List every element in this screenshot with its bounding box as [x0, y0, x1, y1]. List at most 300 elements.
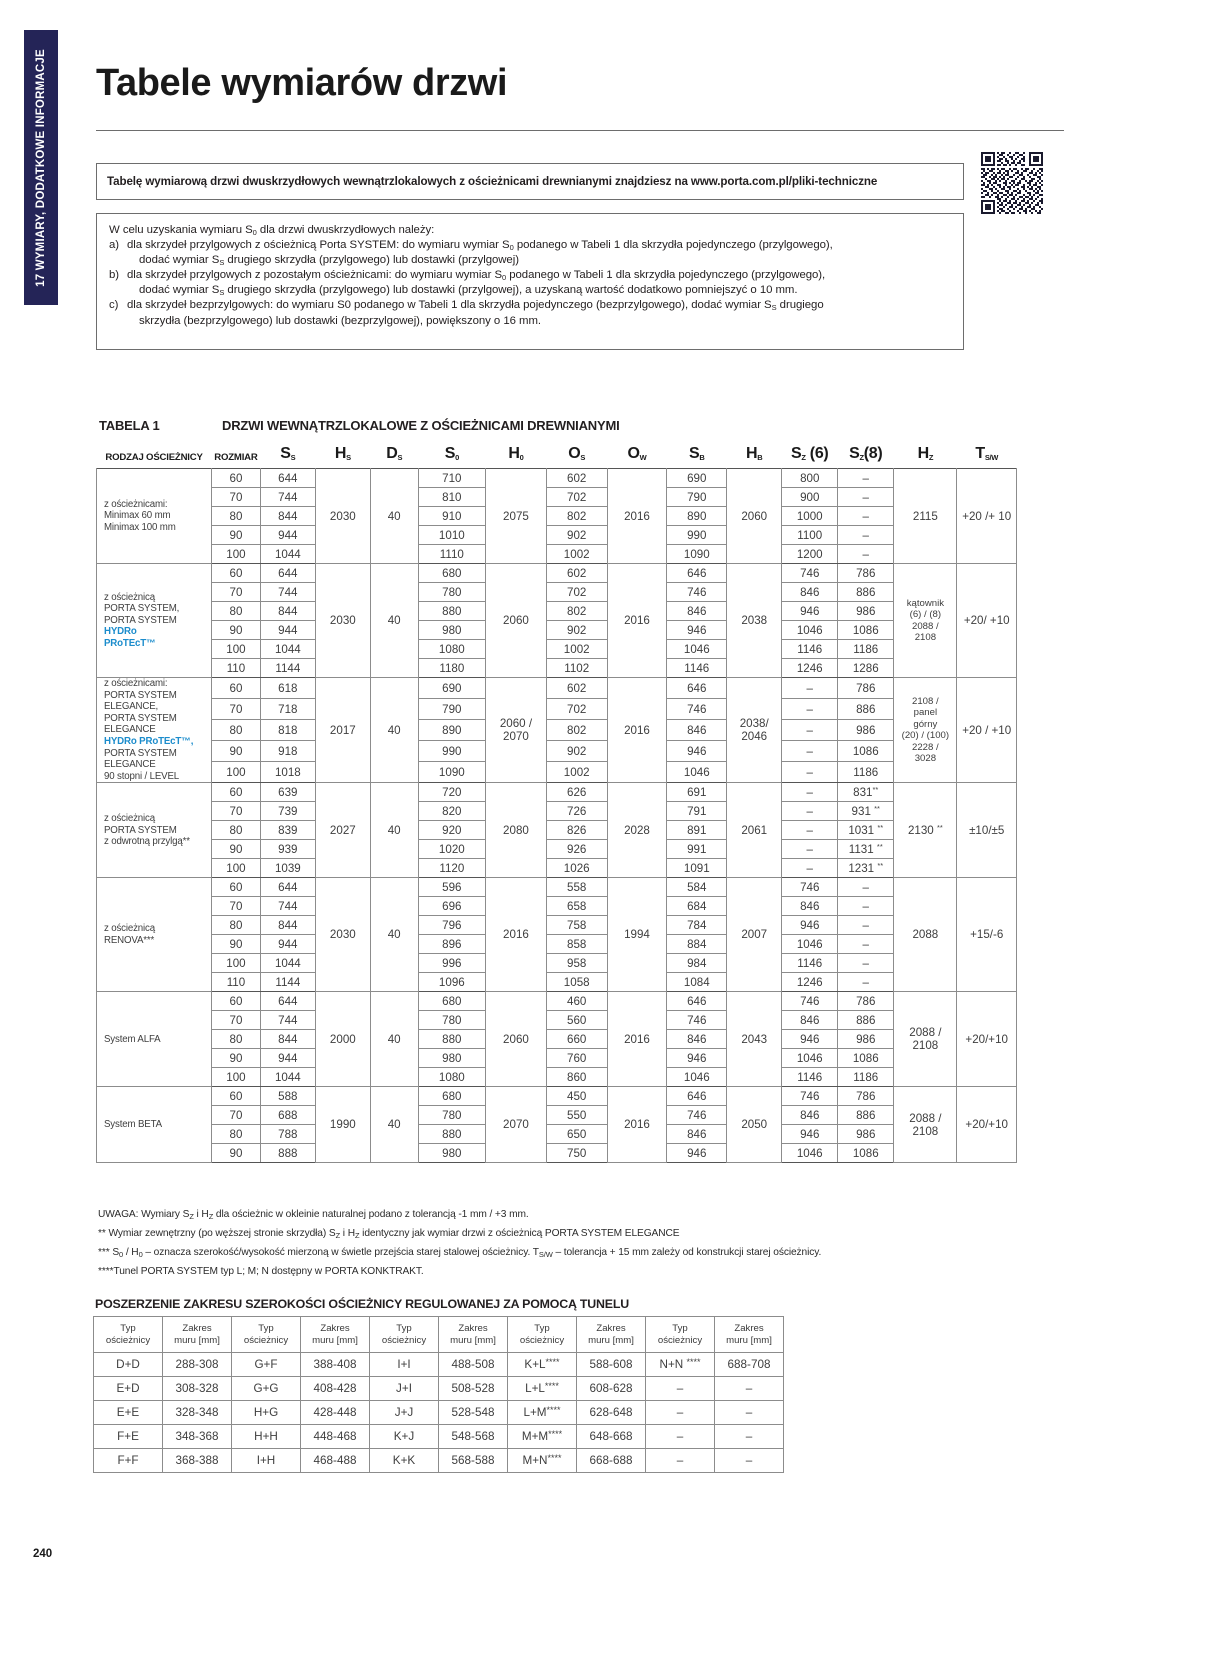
sb-cell: 646	[667, 992, 727, 1011]
h0-cell: 2075	[486, 469, 547, 564]
sz6-cell: –	[782, 783, 838, 802]
sz6-cell: 846	[782, 1011, 838, 1030]
ow-cell: 2016	[607, 1087, 667, 1163]
rozmiar-cell: 70	[212, 488, 261, 507]
rozmiar-cell: 110	[212, 659, 261, 678]
sz6-cell: –	[782, 802, 838, 821]
sb-cell: 746	[667, 1011, 727, 1030]
rozmiar-cell: 70	[212, 699, 261, 720]
ss-cell: 1044	[260, 545, 315, 564]
sz6-cell: –	[782, 699, 838, 720]
sz8-cell: 1086	[838, 621, 894, 640]
page-title: Tabele wymiarów drzwi	[96, 62, 508, 104]
sz8-cell: 1086	[838, 741, 894, 762]
sb-cell: 946	[667, 621, 727, 640]
table-row	[97, 583, 1017, 602]
table-row	[97, 840, 1017, 859]
rozmiar-cell: 80	[212, 916, 261, 935]
table2-cell: M+N****	[508, 1449, 577, 1473]
table-row	[97, 699, 1017, 720]
rozmiar-cell: 90	[212, 741, 261, 762]
table-row	[97, 1049, 1017, 1068]
table-row	[97, 992, 1017, 1011]
footnote-1: ** Wymiar zewnętrzny (po węższej stronie skrzydła) $S_Z$ i $H_Z$ identyczny jak wymiar drzwi z ościeżnicą PORTA SYSTEM ELEGANCE	[98, 1228, 680, 1240]
s0-cell: 890	[418, 720, 486, 741]
table-row	[97, 488, 1017, 507]
s0-cell: 980	[418, 1144, 486, 1163]
instruction-item-0-line2: dodać wymiar $S_S$ drugiego skrzydła (przylgowego) lub dostawki (przylgowej)	[139, 254, 519, 268]
table-row	[97, 507, 1017, 526]
os-cell: 726	[546, 802, 607, 821]
sz8-cell: –	[838, 897, 894, 916]
rozmiar-cell: 80	[212, 1030, 261, 1049]
sz6-cell: 1100	[782, 526, 838, 545]
ss-cell: 844	[260, 916, 315, 935]
ss-cell: 1144	[260, 973, 315, 992]
hs-cell: 2030	[315, 469, 370, 564]
sb-cell: 1046	[667, 640, 727, 659]
table2-cell: 548-568	[439, 1425, 508, 1449]
ss-cell: 918	[260, 741, 315, 762]
sb-cell: 690	[667, 469, 727, 488]
s0-cell: 796	[418, 916, 486, 935]
hs-cell: 2000	[315, 992, 370, 1087]
hz-cell: 2115	[894, 469, 957, 564]
os-cell: 626	[546, 783, 607, 802]
sz8-cell: –	[838, 526, 894, 545]
tsw-cell: ±10/±5	[957, 783, 1017, 878]
h0-cell: 2060 / 2070	[486, 678, 547, 783]
table2-cell: F+F	[94, 1449, 163, 1473]
sz8-cell: 831**	[838, 783, 894, 802]
os-cell: 1002	[546, 640, 607, 659]
hz-cell: 2088	[894, 878, 957, 992]
sb-cell: 946	[667, 741, 727, 762]
s0-cell: 780	[418, 1106, 486, 1125]
footnote-3: ****Tunel PORTA SYSTEM typ L; M; N dostępny w PORTA KONKTRAKT.	[98, 1266, 424, 1277]
rozmiar-cell: 70	[212, 1106, 261, 1125]
sz8-cell: 1186	[838, 762, 894, 783]
s0-cell: 596	[418, 878, 486, 897]
rozmiar-cell: 110	[212, 973, 261, 992]
sz8-cell: 986	[838, 1030, 894, 1049]
table1-footnotes	[98, 1205, 998, 1281]
table-row	[97, 1087, 1017, 1106]
rozmiar-cell: 70	[212, 583, 261, 602]
sb-cell: 746	[667, 1106, 727, 1125]
ow-cell: 1994	[607, 878, 667, 992]
sb-cell: 1091	[667, 859, 727, 878]
table2-cell: –	[715, 1425, 784, 1449]
os-cell: 602	[546, 678, 607, 699]
table1-col-header-3: $H_S$	[334, 445, 351, 462]
hb-cell: 2007	[727, 878, 782, 992]
table1-body	[97, 469, 1017, 1163]
sz8-cell: 1186	[838, 640, 894, 659]
table-row	[94, 1401, 784, 1425]
s0-cell: 990	[418, 741, 486, 762]
sb-cell: 1090	[667, 545, 727, 564]
table2-body	[94, 1353, 784, 1473]
table-row	[97, 916, 1017, 935]
ss-cell: 644	[260, 878, 315, 897]
footnote-0: UWAGA: Wymiary $S_Z$ i $H_Z$ dla ościeżnic w okleinie naturalnej podano z tolerancją -1 mm / +3 mm.	[98, 1209, 529, 1221]
table2-cell: D+D	[94, 1353, 163, 1377]
table2-cell: E+D	[94, 1377, 163, 1401]
table2-col-header-6: Typ ościeżnicy	[508, 1317, 577, 1353]
s0-cell: 880	[418, 1030, 486, 1049]
ss-cell: 944	[260, 1049, 315, 1068]
os-cell: 926	[546, 840, 607, 859]
sz6-cell: 746	[782, 564, 838, 583]
s0-cell: 780	[418, 1011, 486, 1030]
ow-cell: 2016	[607, 678, 667, 783]
sb-cell: 791	[667, 802, 727, 821]
rozmiar-cell: 80	[212, 1125, 261, 1144]
table2-cell: N+N ****	[646, 1353, 715, 1377]
sb-cell: 846	[667, 720, 727, 741]
sb-cell: 784	[667, 916, 727, 935]
rozmiar-cell: 80	[212, 720, 261, 741]
os-cell: 1002	[546, 762, 607, 783]
table2-cell: 388-408	[301, 1353, 370, 1377]
sz6-cell: 1046	[782, 621, 838, 640]
table2-cell: 368-388	[163, 1449, 232, 1473]
ss-cell: 788	[260, 1125, 315, 1144]
sb-cell: 746	[667, 699, 727, 720]
sz6-cell: 900	[782, 488, 838, 507]
sz6-cell: –	[782, 840, 838, 859]
sz8-cell: –	[838, 935, 894, 954]
sb-cell: 1146	[667, 659, 727, 678]
table-row	[97, 897, 1017, 916]
table2-cell: 348-368	[163, 1425, 232, 1449]
table-row	[97, 678, 1017, 699]
sb-cell: 846	[667, 1030, 727, 1049]
sz8-cell: 786	[838, 564, 894, 583]
table2-cell: J+J	[370, 1401, 439, 1425]
ss-cell: 644	[260, 564, 315, 583]
sz6-cell: –	[782, 678, 838, 699]
os-cell: 802	[546, 720, 607, 741]
sz8-cell: –	[838, 954, 894, 973]
table-row	[97, 859, 1017, 878]
s0-cell: 780	[418, 583, 486, 602]
ss-cell: 744	[260, 488, 315, 507]
table-row	[97, 526, 1017, 545]
table2-col-header-4: Typ ościeżnicy	[370, 1317, 439, 1353]
table1-col-header-1: ROZMIAR	[214, 452, 258, 463]
ss-cell: 844	[260, 602, 315, 621]
ss-cell: 844	[260, 1030, 315, 1049]
table2-cell: 528-548	[439, 1401, 508, 1425]
sb-cell: 884	[667, 935, 727, 954]
os-cell: 902	[546, 621, 607, 640]
ss-cell: 944	[260, 621, 315, 640]
frame-type-alfa: System ALFA	[97, 992, 212, 1087]
table2-cell: 428-448	[301, 1401, 370, 1425]
sz8-cell: 931 **	[838, 802, 894, 821]
rozmiar-cell: 70	[212, 1011, 261, 1030]
s0-cell: 980	[418, 1049, 486, 1068]
table2-cell: –	[646, 1401, 715, 1425]
sz8-cell: –	[838, 545, 894, 564]
os-cell: 558	[546, 878, 607, 897]
os-cell: 460	[546, 992, 607, 1011]
table2-col-header-8: Typ ościeżnicy	[646, 1317, 715, 1353]
sb-cell: 1046	[667, 762, 727, 783]
door-dimensions-table	[96, 445, 1017, 1163]
table-row	[97, 762, 1017, 783]
rozmiar-cell: 100	[212, 954, 261, 973]
s0-cell: 896	[418, 935, 486, 954]
rozmiar-cell: 100	[212, 545, 261, 564]
sz6-cell: –	[782, 762, 838, 783]
ow-cell: 2016	[607, 469, 667, 564]
sz8-cell: –	[838, 507, 894, 526]
tsw-cell: +20 / +10	[957, 678, 1017, 783]
table2-cell: 668-688	[577, 1449, 646, 1473]
table2-col-header-0: Typ ościeżnicy	[94, 1317, 163, 1353]
table-row	[97, 1030, 1017, 1049]
os-cell: 826	[546, 821, 607, 840]
rozmiar-cell: 90	[212, 935, 261, 954]
ss-cell: 944	[260, 526, 315, 545]
table2-col-header-9: Zakres muru [mm]	[715, 1317, 784, 1353]
table-row	[97, 720, 1017, 741]
s0-cell: 1080	[418, 1068, 486, 1087]
sb-cell: 846	[667, 602, 727, 621]
hz-cell: kątownik (6) / (8) 2088 / 2108	[894, 564, 957, 678]
os-cell: 660	[546, 1030, 607, 1049]
sz6-cell: 946	[782, 1125, 838, 1144]
sz8-cell: 1186	[838, 1068, 894, 1087]
h0-cell: 2060	[486, 992, 547, 1087]
table1-col-header-6: $H_0$	[508, 445, 524, 462]
table-row	[97, 564, 1017, 583]
instructions-intro: W celu uzyskania wymiaru $S_0$ dla drzwi dwuskrzydłowych należy:	[109, 224, 435, 237]
s0-cell: 790	[418, 699, 486, 720]
ss-cell: 744	[260, 583, 315, 602]
ds-cell: 40	[370, 783, 418, 878]
tsw-cell: +20/ +10	[957, 564, 1017, 678]
os-cell: 858	[546, 935, 607, 954]
sz8-cell: 1131 **	[838, 840, 894, 859]
table2-cell: 648-668	[577, 1425, 646, 1449]
table-row	[97, 741, 1017, 762]
table2-cell: –	[646, 1449, 715, 1473]
s0-cell: 680	[418, 564, 486, 583]
os-cell: 758	[546, 916, 607, 935]
sb-cell: 646	[667, 564, 727, 583]
instruction-item-1-line2: dodać wymiar $S_S$ drugiego skrzydła (przylgowego) lub dostawki (przylgowej), a uzyskaną wartość dodatkowo pomniejszyć o 10 mm.	[139, 284, 798, 298]
ds-cell: 40	[370, 469, 418, 564]
table2-col-header-2: Typ ościeżnicy	[232, 1317, 301, 1353]
ow-cell: 2028	[607, 783, 667, 878]
s0-cell: 720	[418, 783, 486, 802]
ss-cell: 844	[260, 507, 315, 526]
table2-col-header-3: Zakres muru [mm]	[301, 1317, 370, 1353]
instructions-box	[96, 213, 964, 350]
table1-col-header-12: $S_Z(8)$	[849, 445, 883, 462]
sz6-cell: –	[782, 859, 838, 878]
table2-cell: K+L****	[508, 1353, 577, 1377]
sb-cell: 691	[667, 783, 727, 802]
ss-cell: 644	[260, 469, 315, 488]
ds-cell: 40	[370, 564, 418, 678]
hs-cell: 2027	[315, 783, 370, 878]
sz6-cell: –	[782, 741, 838, 762]
ss-cell: 839	[260, 821, 315, 840]
table2-cell: –	[715, 1449, 784, 1473]
ss-cell: 1144	[260, 659, 315, 678]
ow-cell: 2016	[607, 564, 667, 678]
table1-col-header-4: $D_S$	[386, 445, 403, 462]
table2-cell: E+E	[94, 1401, 163, 1425]
os-cell: 702	[546, 699, 607, 720]
table2-cell: M+M****	[508, 1425, 577, 1449]
rozmiar-cell: 100	[212, 762, 261, 783]
table2-cell: 688-708	[715, 1353, 784, 1377]
hb-cell: 2038/ 2046	[727, 678, 782, 783]
sz8-cell: –	[838, 916, 894, 935]
sb-cell: 946	[667, 1049, 727, 1068]
sb-cell: 1046	[667, 1068, 727, 1087]
s0-cell: 1180	[418, 659, 486, 678]
table2-cell: K+J	[370, 1425, 439, 1449]
sb-cell: 646	[667, 678, 727, 699]
table1-col-header-2: $S_S$	[280, 445, 296, 462]
os-cell: 902	[546, 526, 607, 545]
table1-col-header-10: $H_B$	[746, 445, 763, 462]
sb-cell: 890	[667, 507, 727, 526]
hz-cell: 2108 / panel górny (20) / (100) 2228 / 3028	[894, 678, 957, 783]
table2-cell: H+H	[232, 1425, 301, 1449]
ss-cell: 718	[260, 699, 315, 720]
s0-cell: 680	[418, 992, 486, 1011]
sb-cell: 790	[667, 488, 727, 507]
footnote-2: *** $S_0 / H_0$ – oznacza szerokość/wysokość mierzoną w świetle przejścia starej stalowej ościeżnicy. $T_{S/W}$ – tolerancja + 15 mm zależy od konstrukcji starej ościeżnicy.	[98, 1247, 822, 1259]
table-row	[97, 545, 1017, 564]
hs-cell: 1990	[315, 1087, 370, 1163]
rozmiar-cell: 60	[212, 1087, 261, 1106]
table2-cell: 408-428	[301, 1377, 370, 1401]
title-divider	[96, 130, 1064, 131]
hb-cell: 2043	[727, 992, 782, 1087]
hz-cell: 2088 / 2108	[894, 1087, 957, 1163]
os-cell: 802	[546, 602, 607, 621]
sz8-cell: 986	[838, 1125, 894, 1144]
table2-col-header-7: Zakres muru [mm]	[577, 1317, 646, 1353]
ss-cell: 1044	[260, 640, 315, 659]
table-row	[97, 821, 1017, 840]
sb-cell: 891	[667, 821, 727, 840]
table2-cell: L+L****	[508, 1377, 577, 1401]
rozmiar-cell: 60	[212, 878, 261, 897]
ds-cell: 40	[370, 678, 418, 783]
rozmiar-cell: 70	[212, 802, 261, 821]
table2-cell: I+H	[232, 1449, 301, 1473]
s0-cell: 1020	[418, 840, 486, 859]
ss-cell: 818	[260, 720, 315, 741]
s0-cell: 690	[418, 678, 486, 699]
section-tab-label: 17 WYMIARY, DODATKOWE INFORMACJE	[35, 48, 47, 287]
sz8-cell: 1086	[838, 1049, 894, 1068]
table-row	[97, 1125, 1017, 1144]
table2-header	[94, 1317, 784, 1353]
frame-type-porta-system: z ościeżnicą PORTA SYSTEM, PORTA SYSTEM HYDRo PRoTEcT™	[97, 564, 212, 678]
sz8-cell: 986	[838, 720, 894, 741]
table2-cell: F+E	[94, 1425, 163, 1449]
instruction-item-2-line1: c) dla skrzydeł bezprzylgowych: do wymiaru S0 podanego w Tabeli 1 dla skrzydła pojedynczego (bezprzylgowego), dodać wymiar $S_S$ drugiego	[109, 299, 824, 313]
rozmiar-cell: 80	[212, 821, 261, 840]
table-row	[97, 602, 1017, 621]
table2-col-header-5: Zakres muru [mm]	[439, 1317, 508, 1353]
sz6-cell: 1046	[782, 1144, 838, 1163]
sz8-cell: 1086	[838, 1144, 894, 1163]
os-cell: 902	[546, 741, 607, 762]
os-cell: 1002	[546, 545, 607, 564]
h0-cell: 2016	[486, 878, 547, 992]
table1-title: DRZWI WEWNĄTRZLOKALOWE Z OŚCIEŻNICAMI DREWNIANYMI	[222, 418, 620, 433]
os-cell: 1058	[546, 973, 607, 992]
table2-col-header-1: Zakres muru [mm]	[163, 1317, 232, 1353]
sb-cell: 746	[667, 583, 727, 602]
sb-cell: 990	[667, 526, 727, 545]
table2-header-row	[94, 1317, 784, 1353]
table2-cell: G+G	[232, 1377, 301, 1401]
page-number: 240	[33, 1548, 53, 1560]
sz8-cell: 1231 **	[838, 859, 894, 878]
table-row	[97, 1068, 1017, 1087]
sz6-cell: 946	[782, 916, 838, 935]
table1-label: TABELA 1	[99, 418, 160, 433]
rozmiar-cell: 60	[212, 678, 261, 699]
hb-cell: 2060	[727, 469, 782, 564]
hs-cell: 2017	[315, 678, 370, 783]
os-cell: 702	[546, 488, 607, 507]
table2-cell: 308-328	[163, 1377, 232, 1401]
ss-cell: 888	[260, 1144, 315, 1163]
table-row	[97, 783, 1017, 802]
table2-cell: 588-608	[577, 1353, 646, 1377]
ss-cell: 939	[260, 840, 315, 859]
sz6-cell: 1146	[782, 1068, 838, 1087]
sz6-cell: 846	[782, 583, 838, 602]
frame-type-minimax: z ościeżnicami: Minimax 60 mm Minimax 100 mm	[97, 469, 212, 564]
tunnel-widening-table	[93, 1316, 784, 1473]
table2-cell: –	[646, 1425, 715, 1449]
sz8-cell: 886	[838, 583, 894, 602]
sz6-cell: 746	[782, 992, 838, 1011]
s0-cell: 710	[418, 469, 486, 488]
s0-cell: 980	[418, 621, 486, 640]
table2-cell: –	[715, 1401, 784, 1425]
sb-cell: 984	[667, 954, 727, 973]
table-row	[97, 640, 1017, 659]
os-cell: 860	[546, 1068, 607, 1087]
table2-title: POSZERZENIE ZAKRESU SZEROKOŚCI OŚCIEŻNICY REGULOWANEJ ZA POMOCĄ TUNELU	[95, 1297, 629, 1311]
tsw-cell: +20 /+ 10	[957, 469, 1017, 564]
table-row	[97, 1106, 1017, 1125]
sz8-cell: 886	[838, 1106, 894, 1125]
s0-cell: 910	[418, 507, 486, 526]
sz6-cell: 846	[782, 1106, 838, 1125]
table1-col-header-0: RODZAJ OŚCIEŻNICY	[105, 452, 203, 463]
rozmiar-cell: 90	[212, 840, 261, 859]
os-cell: 650	[546, 1125, 607, 1144]
ss-cell: 944	[260, 935, 315, 954]
